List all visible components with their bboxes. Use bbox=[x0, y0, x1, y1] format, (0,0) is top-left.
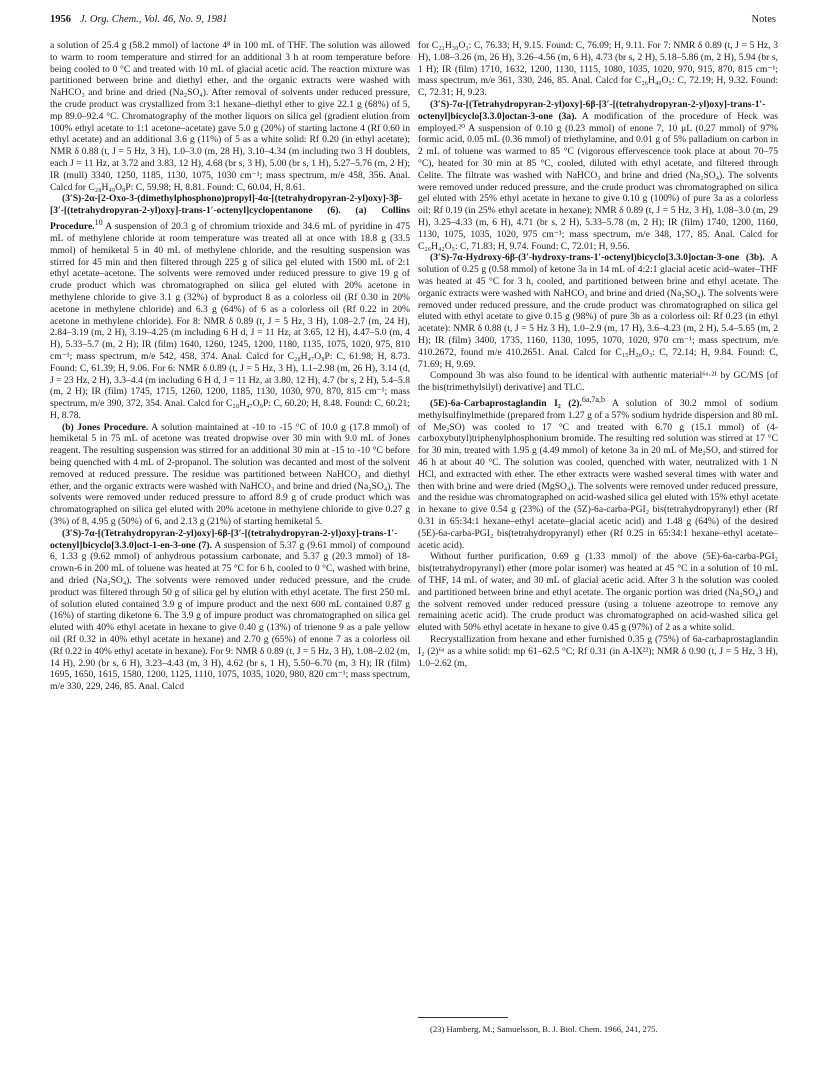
paragraph bbox=[50, 193, 410, 421]
paragraph: a solution of 25.4 g (58.2 mmol) of lactone 4⁸ in 100 mL of THF. The solution was allowed to warm to room temperature and stirred for an additional 3 h at room temperature before being cooled to 0 °C and treated with 10 mL of glacial acetic acid. The reaction mixture was partitioned between brine and diethyl ether, and the organic extracts were washed with NaHCO₃ and brine and dried (Na₂SO₄). After removal of solvents under reduced pressure, the crude product was crystallized from 3:1 hexane–diethyl ether to give 22.1 g (68%) of 5, mp 89.0–92.4 °C. Chromatography of the mother liquors on silica gel (gradient elution from 100% ethyl acetate to 1:1 acetone–acetate) gave 5.0 g (20%) of starting lactone 4 (Rf 0.60 in ethyl acetate) and an additional 3.6 g (11%) of 5 as a white solid: Rf 0.20 (in ethyl acetate); NMR δ 0.88 (t, J = 5 Hz, 3 H), 1.0–3.0 (m, 28 H), 3.10–4.34 (m including two 3 H doublets, each J = 11 Hz, at 3.72 and 3.83, 12 H), 4.68 (br s, 3 H), 5.00 (br s, 1 H), 5.27–5.76 (m, 2 H); IR (mull) 3340, 1250, 1185, 1130, 1075, 1030 cm⁻¹; mass spectrum, m/e 458, 356. Anal. Calcd for C₂₈H₄₉O₉P: C, 59.98; H, 8.81. Found: C, 60.04, H, 8.61. bbox=[50, 40, 410, 193]
paragraph-body: A solution of 30.2 mmol of sodium methylsulfinylmethide (prepared from 1.27 g of a 57% sodium hydride dispersion and 80 mL of Me₂SO) was cooled to 17 °C and treated with 6.70 g (15.1 mmol) of (4-carboxybutyl)triphenylphosphonium bromide. The resulting red solution was stirred at 17 °C for 30 min, treated with 1.95 g (4.49 mmol) of ketone 3a in 20 mL of Me₂SO, and stirred for 46 h at about 40 °C. The solution was cooled, quenched with water, neutralized with 1 N HCl, and extracted with ether. The ether extracts were washed several times with water and then with brine and were dried (MgSO₄). The solvents were removed under reduced pressure, and the residue was chromatographed on acid-washed silica gel eluted with 15% ethyl acetate in hexane to give 0.54 g (23%) of the (5Z)-6a-carba-PGI₂ bis(tetrahydropyranyl) ether (Rf 0.31 in 65:34:1 hexane–ethyl acetate–glacial acetic acid) and 1.48 g (64%) of the desired (5E)-6a-carba-PGI₂ bis(tetrahydropyranyl) ether (Rf 0.25 in 65:34:1 hexane–ethyl acetate–acetic acid). bbox=[418, 398, 778, 551]
paragraph bbox=[418, 252, 778, 370]
paragraph-body: A solution maintained at -10 to -15 °C of 10.0 g (17.8 mmol) of hemiketal 5 in 75 mL of acetone was treated dropwise over 30 min with 9.0 mL of Jones reagent. The resulting suspension was stirred for an additional 30 min at -15 to -10 °C before being quenched with 4 mL of 2-propanol. The solution was decanted and most of the solvent removed at reduced pressure. The residue was partitioned between NaHCO₃ and diethyl ether, and the organic extracts were washed with NaHCO₃ and brine and dried (Na₂SO₄). The solvents were removed under reduced pressure to afford 8.9 g of crude product which was chromatographed on silica gel eluted with 20% acetone in methylene chloride to give 0.27 g (3%) of 8, 4.95 g (50%) of 6, and 2.13 g (21%) of starting hemiketal 5. bbox=[50, 421, 410, 528]
paragraph-body: A suspension of 20.3 g of chromium trioxide and 34.6 mL of pyridine in 475 mL of methylene chloride at room temperature was treated all at once with 18.8 g (33.5 mmol) of hemiketal 5 in 40 mL of methylene chloride, and the resulting suspension was stirred for 45 min and then filtered through 225 g of silica gel eluted with 1500 mL of 2:1 ethyl acetate–acetone. The solvents were removed under reduced pressure to give 19 g of crude product which was chromatographed on silica gel eluted with 20% acetone in methylene chloride to give 3.1 g (32%) of byproduct 8 as a colorless oil (Rf 0.30 in 20% acetone in methylene chloride) and 6.3 g (64%) of 6 as a colorless oil (Rf 0.22 in 20% acetone in methylene chloride). For 8: NMR δ 0.89 (t, J = 5 Hz, 3 H), 1.08–2.7 (m, 24 H), 2.84–3.19 (m, 2 H), 3.19–4.25 (m including 6 H d, J = 11 Hz, at 3.65, 12 H), 4.47–5.0 (m, 4 H), 5.33–5.7 (m, 2 H); IR (film) 1640, 1260, 1245, 1200, 1180, 1135, 1075, 1020, 975, 810 cm⁻¹; mass spectrum, m/e 542, 458, 374. Anal. Calcd for C₂₈H₄₇O₈P: C, 61.98; H, 8.73. Found: C, 61.39; H, 9.06. For 6: NMR δ 0.89 (t, J = 5 Hz, 3 H), 1.1–2.98 (m, 26 H), 3.14 (d, J = 23 Hz, 2 H), 3.3–4.4 (m including 6 H d, J = 11 Hz, at 3.80, 12 H), 4.7 (br s, 2 H), 5.4–5.8 (m, 2 H); IR (film) 1745, 1715, 1260, 1200, 1185, 1130, 1030, 970, 870, 815 cm⁻¹; mass spectrum, m/e 390, 372, 354. Anal. Calcd for C₂₈H₄₇O₉P: C, 60.20; H, 8.48. Found: C, 60.21; H, 8.78. bbox=[50, 221, 410, 421]
paragraph bbox=[50, 422, 410, 528]
left-column bbox=[50, 40, 410, 693]
running-header bbox=[50, 14, 776, 32]
paragraph-body: A modification of the procedure of Heck was employed.²⁰ A suspension of 0.10 g (0.23 mmol) of enone 7, 10 μL (0.27 mmol) of 97% formic acid, 0.05 mL (0.36 mmol) of triethylamine, and 0.01 g of 5% palladium on carbon in 2 mL of toluene was warmed to 85 °C (vigorous effervescence took place at about 70–75 °C), heated for 30 min at 85 °C, cooled, diluted with ethyl acetate, and filtered through Celite. The filtrate was washed with NaHCO₃ and brine and dried (Na₂SO₄). The solvents were removed under reduced pressure, and the crude product was chromatographed on silica gel eluted with 25% ethyl acetate in hexane to give 0.10 g (100%) of pure 3a as a colorless oil: Rf 0.19 (in 25% ethyl acetate in hexane); NMR δ 0.89 (t, J = 5 Hz, 3 H), 1.08–3.0 (m, 29 H), 3.25–4.33 (m, 6 H), 4.71 (br s, 2 H), 5.33–5.78 (m, 2 H); IR (film) 1740, 1200, 1160, 1130, 1075, 1035, 1020, 975 cm⁻¹; mass spectrum, m/e 348, 177, 85. Anal. Calcd for C₂₆H₄₂O₅: C, 71.83; H, 9.74. Found: C, 72.01; H, 9.56. bbox=[418, 110, 778, 252]
paragraph bbox=[418, 99, 778, 252]
compound-heading: (3′S)-2α-[2-Oxo-3-(dimethylphosphono)propyl]-4α-[(tetrahydropyran-2-yl)oxy]-3β-[3′-[(tetrahydropyran-2-yl)oxy]-trans-1′-octenyl]cyclopentanone (6). (a) Collins Procedure. bbox=[50, 193, 410, 233]
paragraph: Without further purification, 0.69 g (1.33 mmol) of the above (5E)-6a-carba-PGI₂ bis(tetrahydropyranyl) ether (more polar isomer) was heated at 45 °C in a solution of 10 mL of THF, 14 mL of water, and 30 mL of glacial acetic acid. After 3 h the solution was cooled and partitioned between brine and ethyl acetate. The organic portion was dried (Na₂SO₄) and the solvent removed under reduced pressure (using a toluene azeotrope to remove any remaining acetic acid). The crude product was chromatographed on acid-washed silica gel eluted with 50% ethyl acetate in hexane to give 0.45 g (97%) of 2 as a white solid. bbox=[418, 551, 778, 634]
right-column bbox=[418, 40, 778, 669]
compound-heading: (3′S)-7α-Hydroxy-6β-(3′-hydroxy-trans-1′-octenyl)bicyclo[3.3.0]octan-3-one (3b). bbox=[430, 252, 765, 264]
footnote-divider bbox=[418, 1017, 508, 1018]
compound-heading: (b) Jones Procedure. bbox=[62, 421, 149, 433]
paragraph bbox=[50, 528, 410, 693]
reference-marker: 10 bbox=[94, 217, 103, 227]
reference-marker: 6a,7a,b bbox=[581, 394, 605, 404]
paragraph-body: A suspension of 5.37 g (9.61 mmol) of compound 6, 1.33 g (9.62 mmol) of anhydrous potassium carbonate, and 5.37 g (20.3 mmol) of 18-crown-6 in 200 mL of toluene was heated at 75 °C for 6 h, cooled to 0 °C, washed with brine, and dried (Na₂SO₄). The solvents were removed under reduced pressure, and the crude product was filtered through 50 g of silica gel by elution with ethyl acetate. The first 250 mL of solution eluted contained 3.9 g of impure product and the next 600 mL contained 0.87 g (16%) of starting diketone 6. The 3.9 g of impure product was chromatographed on silica gel eluted with 40% ethyl acetate in hexane to give 0.40 g (13%) of trienone 9 as a pale yellow oil (Rf 0.32 in 40% ethyl acetate in hexane) and 2.70 g (65%) of enone 7 as a colorless oil (Rf 0.22 in 40% ethyl acetate in hexane). For 9: NMR δ 0.89 (t, J = 5 Hz, 3 H), 1.08–2.02 (m, 14 H), 2.90 (br s, 6 H), 3.23–4.43 (m, 3 H), 4.62 (br s, 1 H), 5.50–6.70 (m, 3 H); IR (film) 1695, 1650, 1615, 1580, 1200, 1125, 1110, 1075, 1035, 1020, 980, 820 cm⁻¹; mass spectrum, m/e 330, 229, 246, 85. Anal. Calcd bbox=[50, 539, 410, 693]
compound-heading: (5E)-6a-Carbaprostaglandin I₂ (2). bbox=[430, 398, 582, 410]
compound-heading: (3′S)-7α-[(Tetrahydropyran-2-yl)oxy]-6β-[3′-[(tetrahydropyran-2-yl)oxy]-trans-1′-octenyl]bicyclo[3.3.0]oct-1-en-3-one (7). bbox=[50, 527, 398, 551]
paragraph: for C₂₁H₃₀O₃: C, 76.33; H, 9.15. Found: C, 76.09; H, 9.11. For 7: NMR δ 0.89 (t, J = 5 Hz, 3 H), 1.08–3.26 (m, 26 H), 3.26–4.56 (m, 6 H), 4.73 (br s, 2 H), 5.18–5.86 (m, 2 H), 5.94 (br s, 1 H); IR (film) 1710, 1632, 1200, 1130, 1115, 1080, 1035, 1020, 970, 915, 870, 815 cm⁻¹; mass spectrum, m/e 361, 330, 246, 85. Anal. Calcd for C₂₆H₄₀O₅: C, 72.19; H, 9.32. Found: C, 72.31; H, 9.23. bbox=[418, 40, 778, 99]
compound-heading: (3′S)-7α-[(Tetrahydropyran-2-yl)oxy]-6β-[3′-[(tetrahydropyran-2-yl)oxy]-trans-1′-octenyl]bicyclo[3.3.0]octan-3-one (3a). bbox=[418, 98, 766, 122]
paragraph: Compound 3b was also found to be identical with authentic material⁶ᵃ·²¹ by GC/MS [of the bis(trimethylsilyl) derivative] and TLC. bbox=[418, 370, 778, 394]
journal-citation: J. Org. Chem., Vol. 46, No. 9, 1981 bbox=[80, 14, 228, 25]
footnote: (23) Hamberg, M.; Samuelsson, B. J. Biol. Chem. 1966, 241, 275. bbox=[430, 1024, 658, 1034]
section-label: Notes bbox=[751, 14, 776, 25]
paragraph bbox=[418, 394, 778, 552]
paragraph-body: A solution of 0.25 g (0.58 mmol) of ketone 3a in 14 mL of 4:2:1 glacial acetic acid–water–THF was heated at 45 °C for 3 h, cooled, and partitioned between brine and ethyl acetate. The organic extracts were washed with NaHCO₃ and brine and dried (Na₂SO₄). The solvents were removed under reduced pressure, and the crude product was chromatographed on silica gel eluted with ethyl acetate to give 0.15 g (98%) of pure 3b as a colorless oil: Rf 0.23 (in ethyl acetate): NMR δ 0.88 (t, J = 5 Hz 3 H), 1.0–2.9 (m, 17 H), 3.6–4.23 (m, 2 H), 5.4–5.65 (m, 2 H); IR (film) 3400, 1735, 1160, 1130, 1095, 1070, 1020, 970 cm⁻¹; mass spectrum, m/e 410.2672, found m/e 410.2651. Anal. Calcd for C₁₅H₂₆O₃: C, 72.14; H, 9.84. Found: C, 71.69; H, 9.69. bbox=[418, 252, 778, 370]
paragraph: Recrystallization from hexane and ether furnished 0.35 g (75%) of 6a-carbaprostaglandin I₂ (2)⁶ᵃ as a white solid: mp 61–62.5 °C; Rf 0.31 (in A-IX²²); NMR δ 0.90 (t, J = 5 Hz, 3 H), 1.0–2.62 (m, bbox=[418, 634, 778, 669]
page-number: 1956 bbox=[50, 14, 71, 25]
